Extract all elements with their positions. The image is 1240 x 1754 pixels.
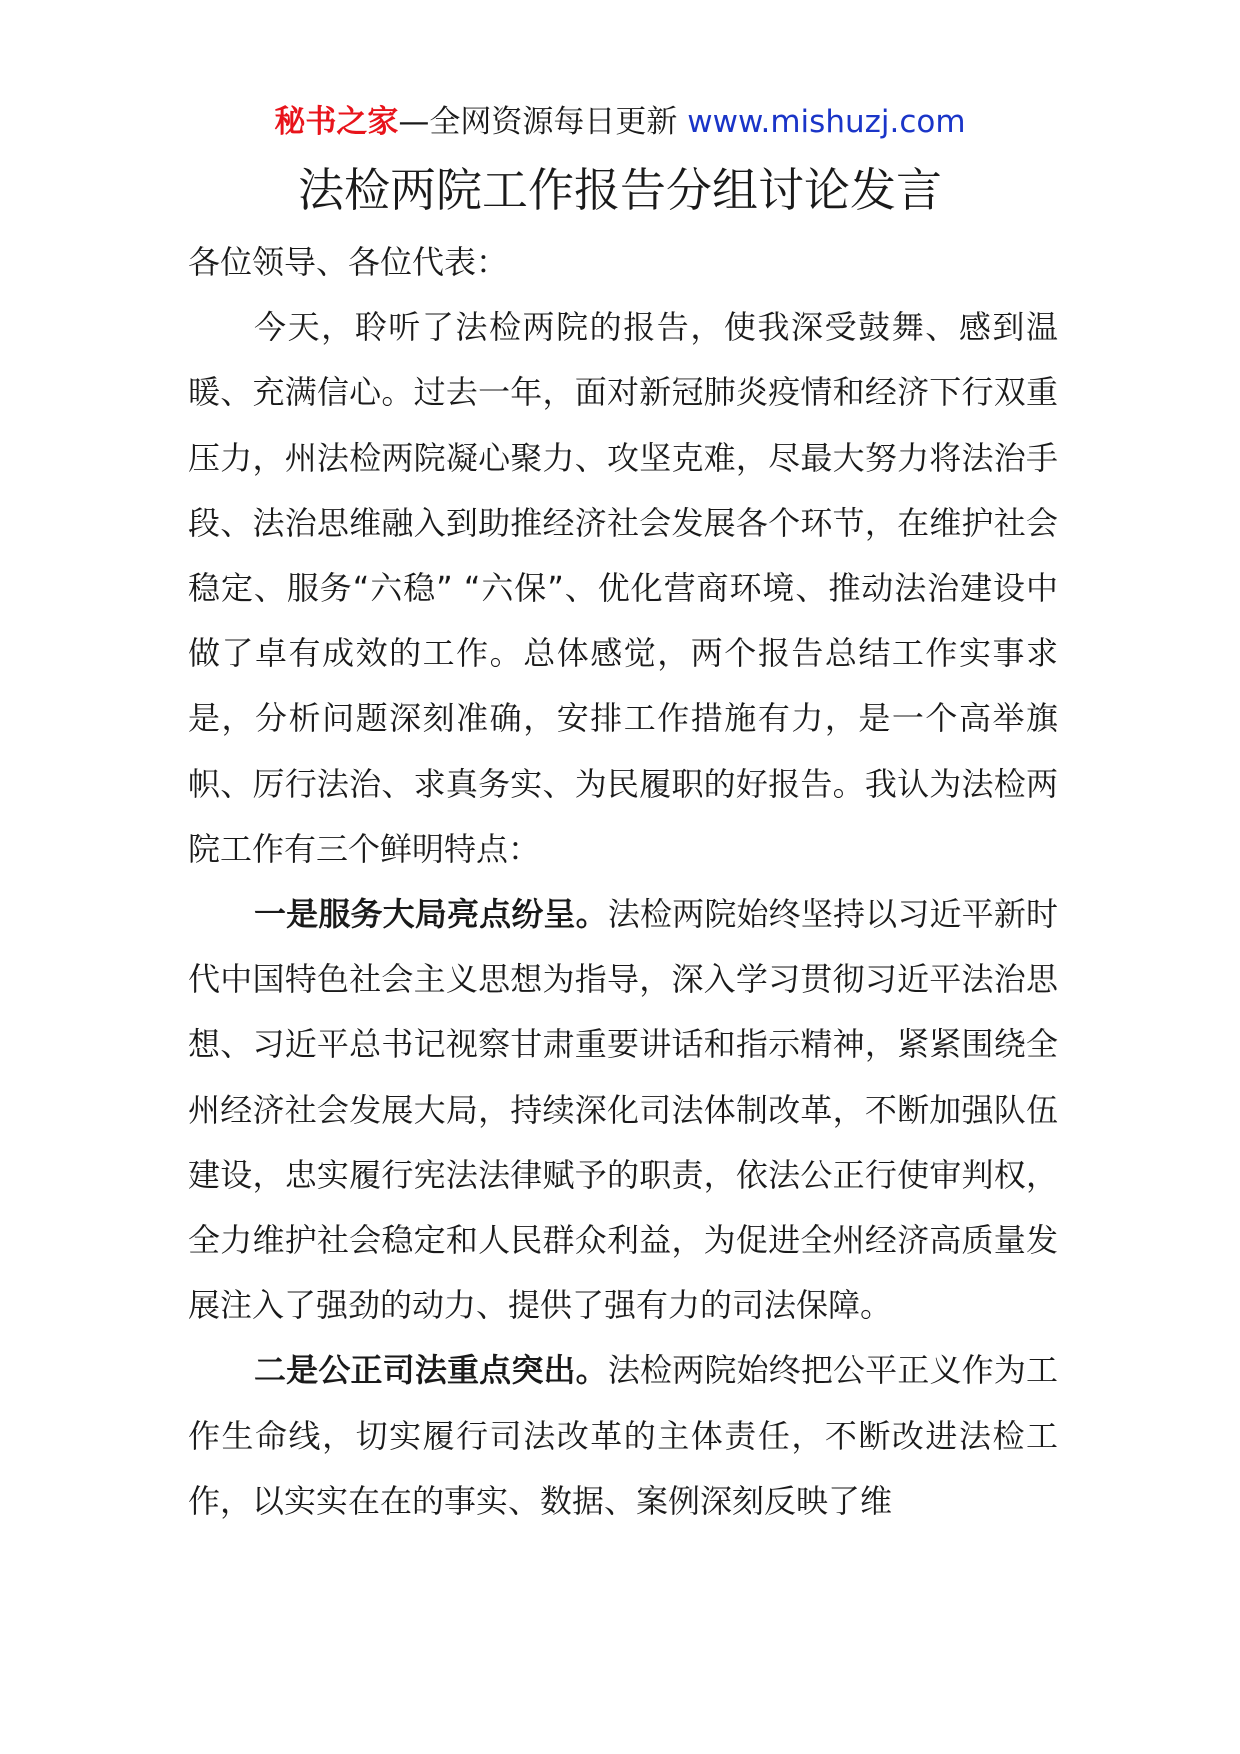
paragraph-lead: 二是公正司法重点突出。: [254, 1351, 608, 1390]
header-tagline: —全网资源每日更新: [398, 104, 678, 140]
paragraph-lead: 一是服务大局亮点纷呈。: [254, 895, 608, 934]
site-header: [0, 102, 1240, 142]
paragraph-text: 法检两院始终坚持以习近平新时代中国特色社会主义思想为指导，深入学习贯彻习近平法治思想、习近平总书记视察甘肃重要讲话和指示精神，紧紧围绕全州经济社会发展大局，持续深化司法体制改革，不断加强队伍建设，忠实履行宪法法律赋予的职责，依法公正行使审判权，全力维护社会稳定和人民群众利益，为促进全州经济高质量发展注入了强劲的动力、提供了强有力的司法保障。: [188, 895, 1058, 1325]
paragraph-text: 今天，聆听了法检两院的报告，使我深受鼓舞、感到温暖、充满信心。过去一年，面对新冠肺炎疫情和经济下行双重压力，州法检两院凝心聚力、攻坚克难，尽最大努力将法治手段、法治思维融入到助推经济社会发展各个环节，在维护社会稳定、服务“六稳” “六保”、优化营商环境、推动法治建设中做了卓有成效的工作。总体感觉，两个报告总结工作实事求是，分析问题深刻准确，安排工作措施有力，是一个高举旗帜、厉行法治、求真务实、为民履职的好报告。我认为法检两院工作有三个鲜明特点：: [188, 308, 1058, 868]
paragraph-point-one: [188, 882, 1058, 1338]
document-body: [188, 230, 1058, 1534]
paragraph-intro: [188, 295, 1058, 882]
salutation: 各位领导、各位代表：: [188, 243, 509, 281]
paragraph-point-two: [188, 1338, 1058, 1534]
site-url-link[interactable]: www.mishuzj.com: [687, 104, 966, 140]
document-title: 法检两院工作报告分组讨论发言: [298, 163, 942, 217]
brand-name: 秘书之家: [274, 104, 399, 140]
paragraph-text: 法检两院始终把公平正义作为工作生命线，切实履行司法改革的主体责任，不断改进法检工作，以实实在在的事实、数据、案例深刻反映了维: [188, 1351, 1058, 1520]
